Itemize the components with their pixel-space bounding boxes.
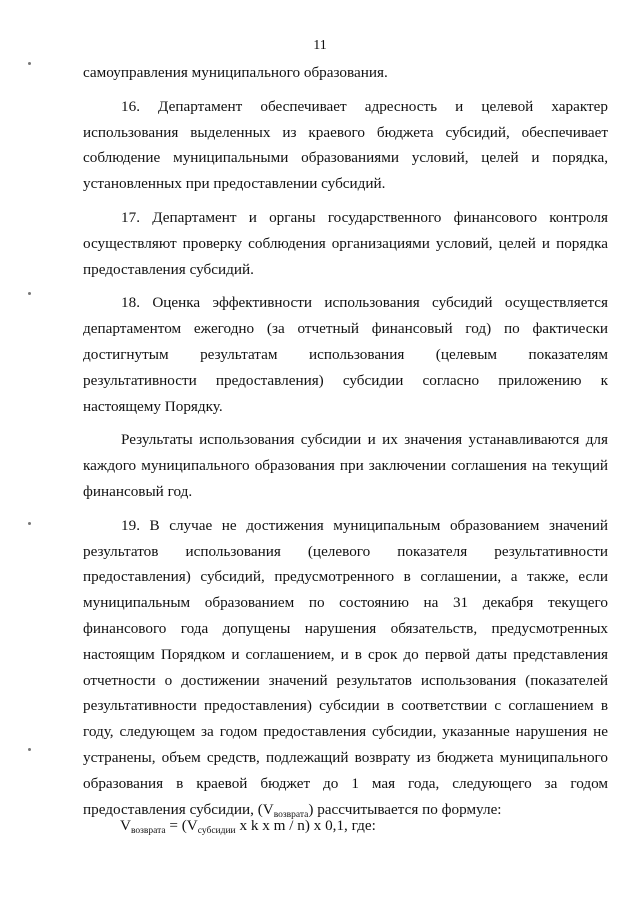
- paragraph-continuation: самоуправления муниципального образования.: [83, 64, 388, 81]
- paragraph-19-tail: ) рассчитывается по формуле:: [308, 800, 502, 818]
- formula-subsidy-subscript: субсидии: [197, 826, 236, 836]
- formula: [120, 814, 376, 843]
- margin-mark: [28, 748, 31, 751]
- paragraph-19-text: 19. В случае не достижения муниципальным образованием значений результатов использования (целевого показателя результативности предоставления) субсидий, предусмотренного в соглашении, а также, если муниципальным образованием по состоянию на 31 декабря текущего финансового года допущены нарушения обязательств, предусмотренных настоящим Порядком и соглашением, и в срок до первой даты представления отчетности о достижении значений результатов использования (показателей результативности предоставления) субсидии в соответствии с соглашением в году, следующем за годом предоставления субсидии, указанные нарушения не устранены, объем средств, подлежащий возврату из бюджета муниципального образования в краевой бюджет до 1 мая года, следующего за годом предоставления субсидии, (V: [83, 516, 608, 818]
- v-return-subscript: возврата: [273, 809, 309, 820]
- paragraph-18: 18. Оценка эффективности использования субсидий осуществляется департаментом ежегодно (за отчетный финансовый год) по фактически достигнутым результатам использования (целевым показателям результативности предоставления) субсидии согласно приложению к настоящему Порядку.: [83, 294, 608, 415]
- paragraph-17: 17. Департамент и органы государственного финансового контроля осуществляют проверку соблюдения организациями условий, целей и порядка предоставления субсидий.: [83, 208, 608, 278]
- paragraph-16: 16. Департамент обеспечивает адресность и целевой характер использования выделенных из краевого бюджета субсидий, обеспечивает соблюдение муниципальными образованиями условий, целей и порядка, установленных при предоставлении субсидий.: [83, 97, 608, 193]
- margin-mark: [28, 62, 31, 65]
- formula-lhs-subscript: возврата: [130, 826, 166, 836]
- document-body: [83, 60, 608, 828]
- paragraph-19: [83, 513, 608, 829]
- margin-mark: [28, 522, 31, 525]
- page-number: 11: [313, 38, 327, 53]
- margin-mark: [28, 292, 31, 295]
- paragraph-18-results: Результаты использования субсидии и их значения устанавливаются для каждого муниципального образования при заключении соглашения на текущий финансовый год.: [83, 431, 608, 500]
- formula-equals: = (V: [165, 817, 198, 834]
- formula-lhs: V: [120, 817, 131, 834]
- formula-rest: x k x m / n) x 0,1, где:: [235, 817, 376, 834]
